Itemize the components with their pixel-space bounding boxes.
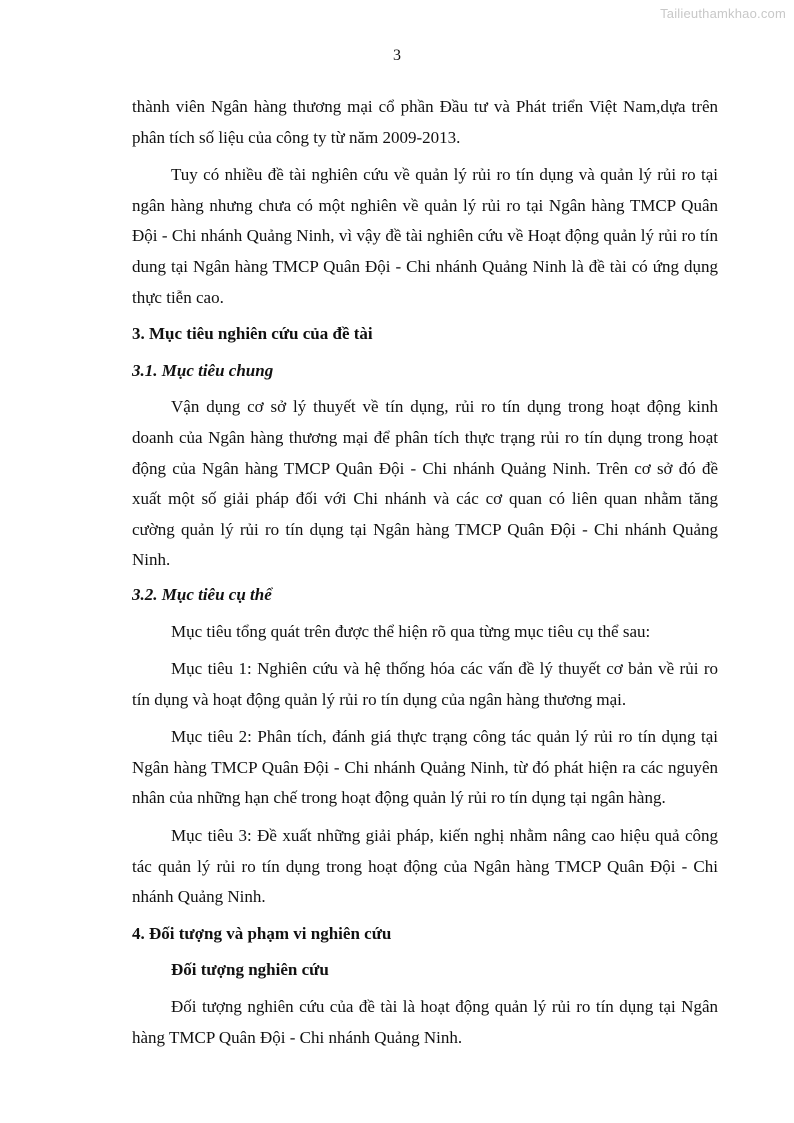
paragraph-general-objective: Vận dụng cơ sở lý thuyết về tín dụng, rủi ro tín dụng trong hoạt động kinh doanh của Ngân hàng thương mại để phân tích thực trạng rủi ro tín dụng trong hoạt động của Ngân hàng TMCP Quân Đội - Chi nhánh Quảng Ninh. Trên cơ sở đó đề xuất một số giải pháp đối với Chi nhánh và các cơ quan có liên quan nhằm tăng cường quản lý rủi ro tín dụng tại Ngân hàng TMCP Quân Đội - Chi nhánh Quảng Ninh.	[132, 397, 718, 570]
paragraph-continuation: thành viên Ngân hàng thương mại cổ phần Đầu tư và Phát triển Việt Nam,dựa trên phân tích số liệu của công ty từ năm 2009-2013.	[132, 97, 718, 147]
paragraph-objective-3: Mục tiêu 3: Đề xuất những giải pháp, kiến nghị nhằm nâng cao hiệu quả công tác quản lý rủi ro tín dụng trong hoạt động của Ngân hàng TMCP Quân Đội - Chi nhánh Quảng Ninh.	[132, 826, 718, 907]
page-number: 3	[393, 47, 401, 64]
subsection-heading-research-subject: Đối tượng nghiên cứu	[171, 960, 329, 980]
paragraph-research-gap: Tuy có nhiều đề tài nghiên cứu về quản lý rủi ro tín dụng và quản lý rủi ro tại ngân hàng nhưng chưa có một nghiên về quản lý rủi ro tại Ngân hàng TMCP Quân Đội - Chi nhánh Quảng Ninh, vì vậy đề tài nghiên cứu về Hoạt động quản lý rủi ro tín dung tại Ngân hàng TMCP Quân Đội - Chi nhánh Quảng Ninh là đề tài có ứng dụng thực tiễn cao.	[132, 165, 718, 307]
paragraph-research-subject: Đối tượng nghiên cứu của đề tài là hoạt động quản lý rủi ro tín dụng tại Ngân hàng TMCP Quân Đội - Chi nhánh Quảng Ninh.	[132, 997, 718, 1047]
section-heading-objectives: 3. Mục tiêu nghiên cứu của đề tài	[132, 324, 373, 344]
watermark: Tailieuthamkhao.com	[660, 6, 786, 21]
subsection-heading-specific-objectives: 3.2. Mục tiêu cụ thể	[132, 584, 272, 604]
subsection-heading-general-objective: 3.1. Mục tiêu chung	[132, 360, 274, 380]
paragraph-specific-intro: Mục tiêu tổng quát trên được thể hiện rõ qua từng mục tiêu cụ thể sau:	[171, 621, 651, 641]
document-body	[132, 92, 718, 1053]
paragraph-objective-2: Mục tiêu 2: Phân tích, đánh giá thực trạng công tác quản lý rủi ro tín dụng tại Ngân hàng TMCP Quân Đội - Chi nhánh Quảng Ninh, từ đó phát hiện ra các nguyên nhân của những hạn chế trong hoạt động quản lý rủi ro tín dụng tại ngân hàng.	[132, 727, 718, 808]
section-heading-scope: 4. Đối tượng và phạm vi nghiên cứu	[132, 923, 392, 943]
paragraph-objective-1: Mục tiêu 1: Nghiên cứu và hệ thống hóa các vấn đề lý thuyết cơ bản về rủi ro tín dụng và hoạt động quản lý rủi ro tín dụng của ngân hàng thương mại.	[132, 659, 718, 709]
